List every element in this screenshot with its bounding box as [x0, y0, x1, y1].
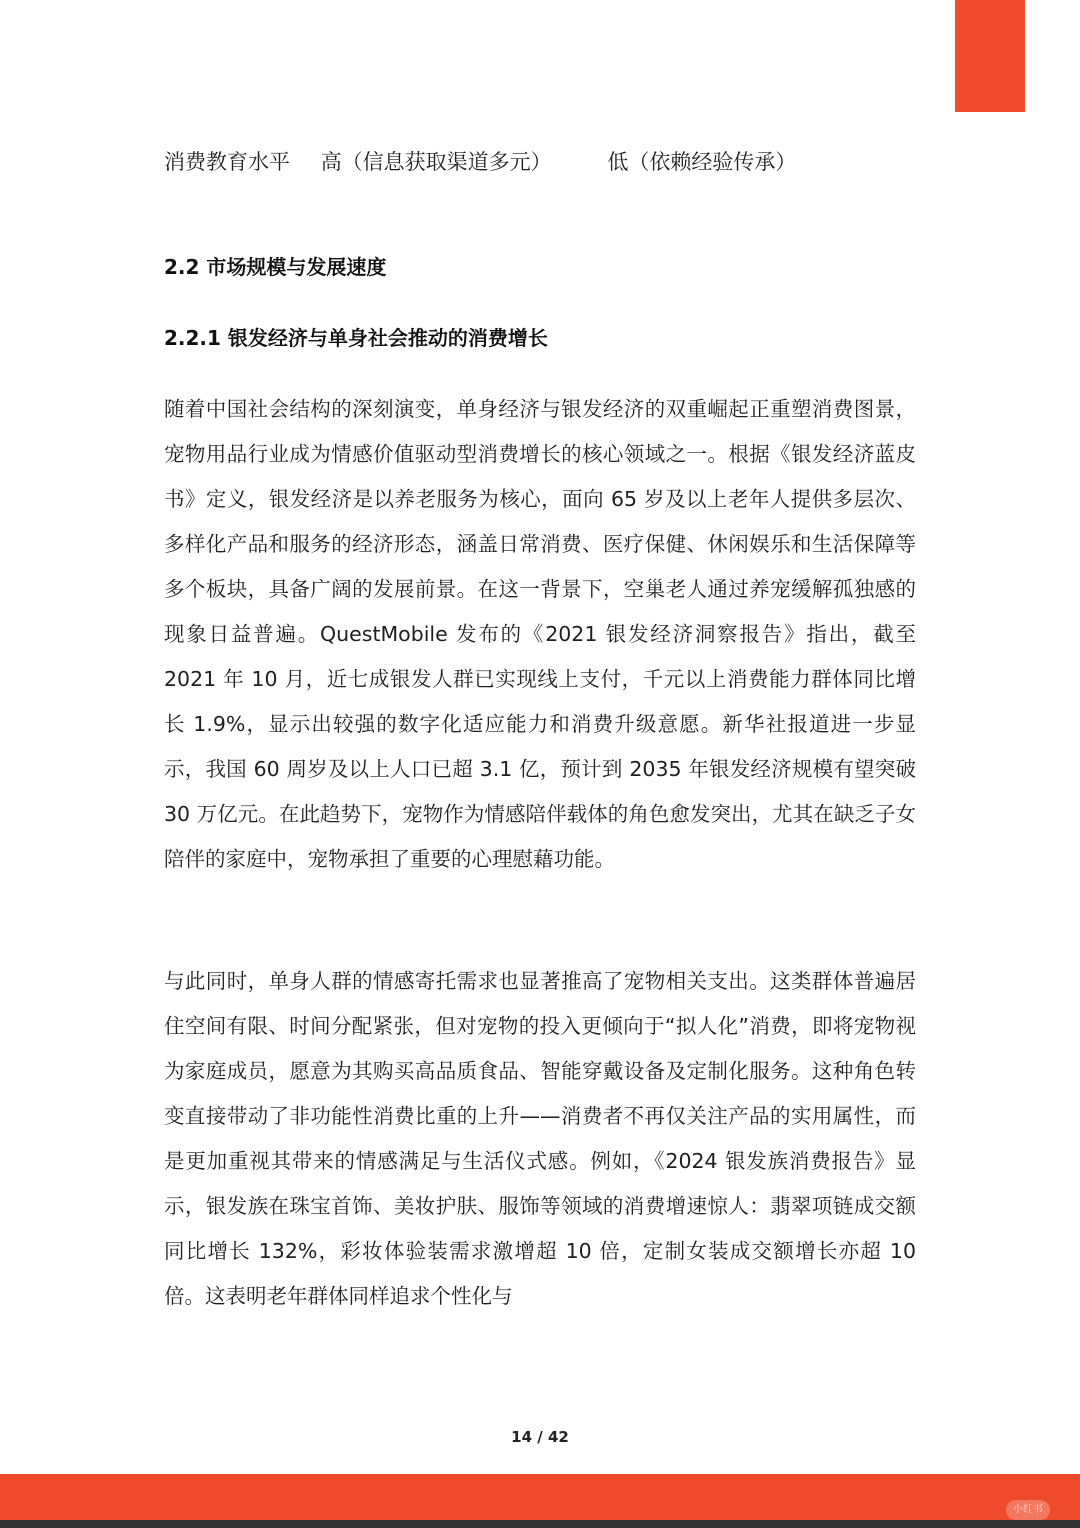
table-cell-a: 高（信息获取渠道多元） [320, 150, 552, 174]
body-paragraph: 随着中国社会结构的深刻演变，单身经济与银发经济的双重崛起正重塑消费图景，宠物用品行业成为情感价值驱动型消费增长的核心领域之一。根据《银发经济蓝皮书》定义，银发经济是以养老服务为核心，面向 65 岁及以上老年人提供多层次、多样化产品和服务的经济形态，涵盖日常消费、医疗保健、休闲娱乐和生活保障等多个板块，具备广阔的发展前景。在这一背景下，空巢老人通过养宠缓解孤独感的现象日益普遍。QuestMobile 发布的《2021 银发经济洞察报告》指出，截至 2021 年 10 月，近七成银发人群已实现线上支付，千元以上消费能力群体同比增长 1.9%，显示出较强的数字化适应能力和消费升级意愿。新华社报道进一步显示，我国 60 周岁及以上人口已超 3.1 亿，预计到 2035 年银发经济规模有望突破 30 万亿元。在此趋势下，宠物作为情感陪伴载体的角色愈发突出，尤其在缺乏子女陪伴的家庭中，宠物承担了重要的心理慰藉功能。 [164, 397, 916, 871]
corner-accent-tab [955, 0, 1025, 112]
watermark-logo: 小红书 [1006, 1500, 1050, 1520]
footer-accent-bar [0, 1474, 1080, 1520]
page-number: 14 / 42 [511, 1428, 569, 1446]
body-paragraph: 与此同时，单身人群的情感寄托需求也显著推高了宠物相关支出。这类群体普遍居住空间有限、时间分配紧张，但对宠物的投入更倾向于“拟人化”消费，即将宠物视为家庭成员，愿意为其购买高品质食品、智能穿戴设备及定制化服务。这种角色转变直接带动了非功能性消费比重的上升——消费者不再仅关注产品的实用属性，而是更加重视其带来的情感满足与生活仪式感。例如，《2024 银发族消费报告》显示，银发族在珠宝首饰、美妆护肤、服饰等领域的消费增速惊人：翡翠项链成交额同比增长 132%，彩妆体验装需求激增超 10 倍，定制女装成交额增长亦超 10 倍。这表明老年群体同样追求个性化与 [164, 969, 916, 1308]
table-row-label: 消费教育水平 [164, 150, 290, 174]
section-heading: 2.2 市场规模与发展速度 [164, 255, 387, 279]
comparison-table-row [164, 146, 1000, 178]
table-cell-b: 低（依赖经验传承） [607, 150, 797, 174]
subsection-heading: 2.2.1 银发经济与单身社会推动的消费增长 [164, 326, 548, 350]
footer-dark-strip [0, 1520, 1080, 1528]
